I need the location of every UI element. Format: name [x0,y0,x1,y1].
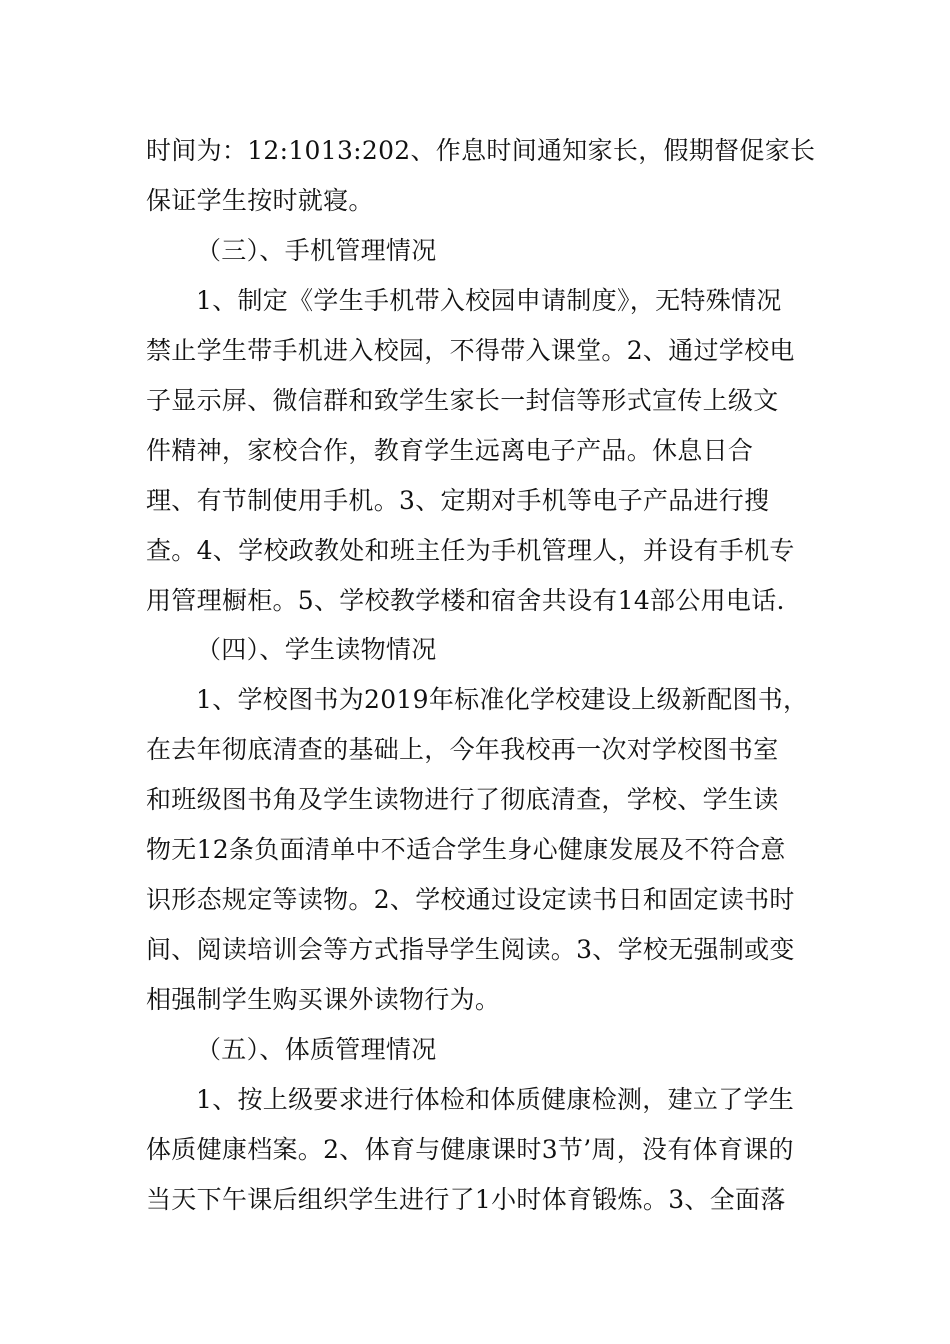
text-line: 查。4、学校政教处和班主任为手机管理人，并设有手机专 [146,536,795,565]
text-line: 子显示屏、微信群和致学生家长一封信等形式宣传上级文 [146,386,779,415]
section-heading: （三）、手机管理情况 [196,236,437,265]
text-line: 体质健康档案。2、体育与健康课时3节’周，没有体育课的 [146,1135,794,1164]
text-line: 理、有节制使用手机。3、定期对手机等电子产品进行搜 [146,486,770,515]
text-line: 1、按上级要求进行体检和体质健康检测，建立了学生 [196,1085,795,1114]
text-line: 时间为：12:1013:202、作息时间通知家长，假期督促家长 [146,136,816,165]
section-heading: （五）、体质管理情况 [196,1035,437,1064]
text-line: 当天下午课后组织学生进行了1小时体育锻炼。3、全面落 [146,1185,786,1214]
text-line: 件精神，家校合作，教育学生远离电子产品。休息日合 [146,436,754,465]
text-line: 1、制定《学生手机带入校园申请制度》，无特殊情况 [196,286,782,315]
text-line: 识形态规定等读物。2、学校通过设定读书日和固定读书时 [146,885,795,914]
text-line: 相强制学生购买课外读物行为。 [146,985,501,1014]
text-line: 物无12条负面清单中不适合学生身心健康发展及不符合意 [146,835,786,864]
text-line: 和班级图书角及学生读物进行了彻底清查，学校、学生读 [146,785,779,814]
text-line: 1、学校图书为2019年标准化学校建设上级新配图书， [196,685,809,714]
text-line: 在去年彻底清查的基础上，今年我校再一次对学校图书室 [146,735,779,764]
text-line: 禁止学生带手机进入校园，不得带入课堂。2、通过学校电 [146,336,795,365]
text-line: 保证学生按时就寝。 [146,186,374,215]
section-heading: （四）、学生读物情况 [196,635,437,664]
text-line: 间、阅读培训会等方式指导学生阅读。3、学校无强制或变 [146,935,795,964]
text-line: 用管理橱柜。5、学校教学楼和宿舍共设有14部公用电话. [146,586,785,615]
